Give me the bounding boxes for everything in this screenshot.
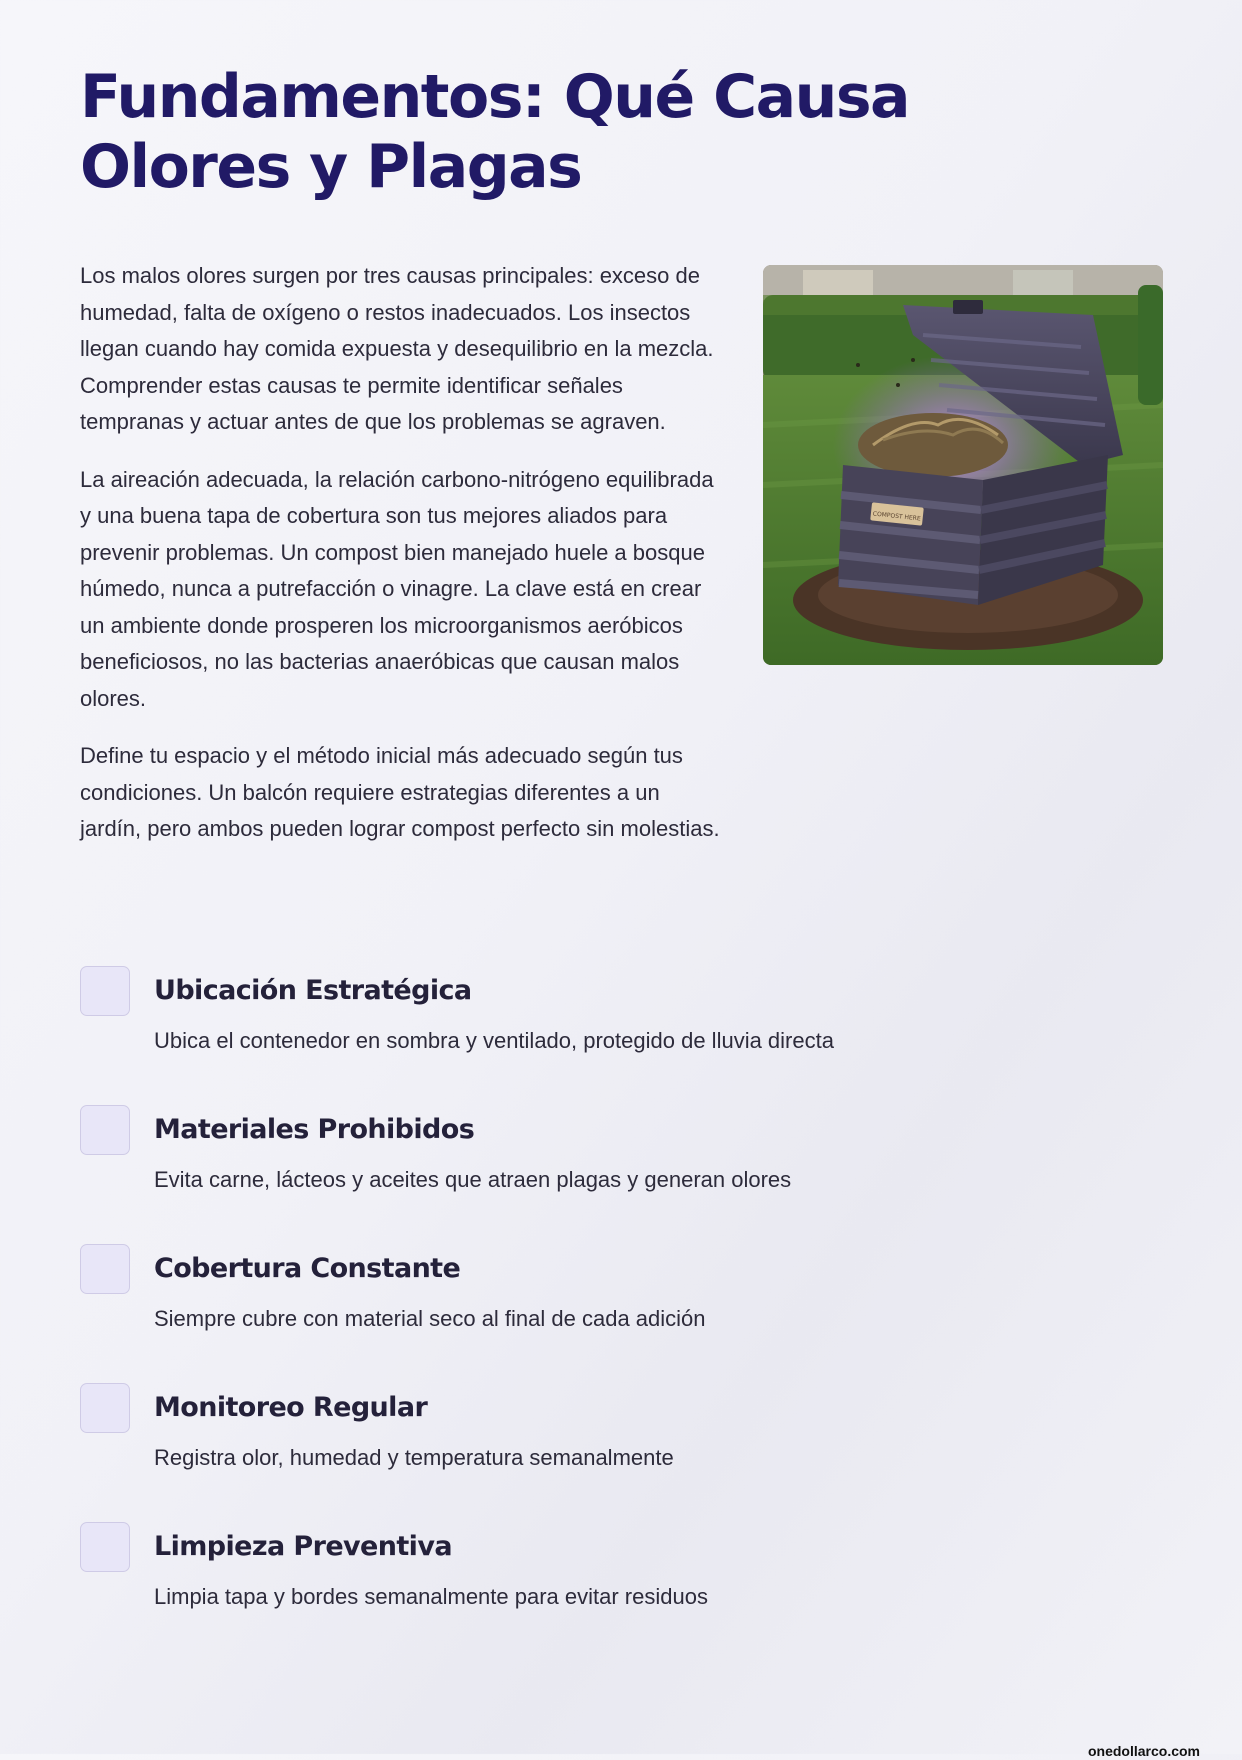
checklist-item-description: Limpia tapa y bordes semanalmente para evitar residuos <box>154 1584 708 1609</box>
checklist <box>80 966 1140 1661</box>
checklist-item-forbidden-materials <box>80 1105 1140 1244</box>
checkbox-monitoring[interactable] <box>80 1383 130 1433</box>
checklist-item-coverage <box>80 1244 1140 1383</box>
checklist-item-title: Monitoreo Regular <box>154 1392 428 1423</box>
checkbox-location[interactable] <box>80 966 130 1016</box>
intro-paragraph-space: Define tu espacio y el método inicial más adecuado según tus condiciones. Un balcón requiere estrategias diferentes a un jardín, pero ambos pueden lograr compost perfecto sin molestias. <box>80 743 720 841</box>
intro-text <box>80 258 720 869</box>
checklist-item-title: Ubicación Estratégica <box>154 975 472 1006</box>
intro-paragraph-causes: Los malos olores surgen por tres causas principales: exceso de humedad, falta de oxígeno o restos inadecuados. Los insectos llegan cuando hay comida expuesta y desequilibrio en la mezcla. Comprender estas causas te permite identificar señales tempranas y actuar antes de que los problemas se agraven. <box>80 263 714 434</box>
checklist-item-description: Siempre cubre con material seco al final de cada adición <box>154 1306 706 1331</box>
checklist-item-description: Evita carne, lácteos y aceites que atraen plagas y generan olores <box>154 1167 792 1192</box>
compost-sign-text: COMPOST HERE <box>872 510 922 523</box>
footer-brand: onedollarco.com <box>1087 1743 1200 1759</box>
checkbox-forbidden-materials[interactable] <box>80 1105 130 1155</box>
checklist-item-monitoring <box>80 1383 1140 1522</box>
checklist-item-description: Registra olor, humedad y temperatura semanalmente <box>154 1445 674 1470</box>
intro-paragraph-aeration: La aireación adecuada, la relación carbono-nitrógeno equilibrada y una buena tapa de cobertura son tus mejores aliados para prevenir problemas. Un compost bien manejado huele a bosque húmedo, nunca a putrefacción o vinagre. La clave está en crear un ambiente donde prosperen los microorganismos aeróbicos beneficiosos, no las bacterias anaeróbicas que causan malos olores. <box>80 466 714 711</box>
page-title: Fundamentos: Qué Causa Olores y Plagas <box>80 62 910 202</box>
checklist-item-title: Limpieza Preventiva <box>154 1531 452 1562</box>
checklist-item-location <box>80 966 1140 1105</box>
checklist-item-description: Ubica el contenedor en sombra y ventilado, protegido de lluvia directa <box>154 1028 834 1053</box>
checklist-item-title: Materiales Prohibidos <box>154 1114 475 1145</box>
checklist-item-title: Cobertura Constante <box>154 1253 461 1284</box>
checkbox-coverage[interactable] <box>80 1244 130 1294</box>
compost-bin-image <box>763 265 1163 665</box>
checklist-item-cleaning <box>80 1522 1140 1661</box>
checkbox-cleaning[interactable] <box>80 1522 130 1572</box>
